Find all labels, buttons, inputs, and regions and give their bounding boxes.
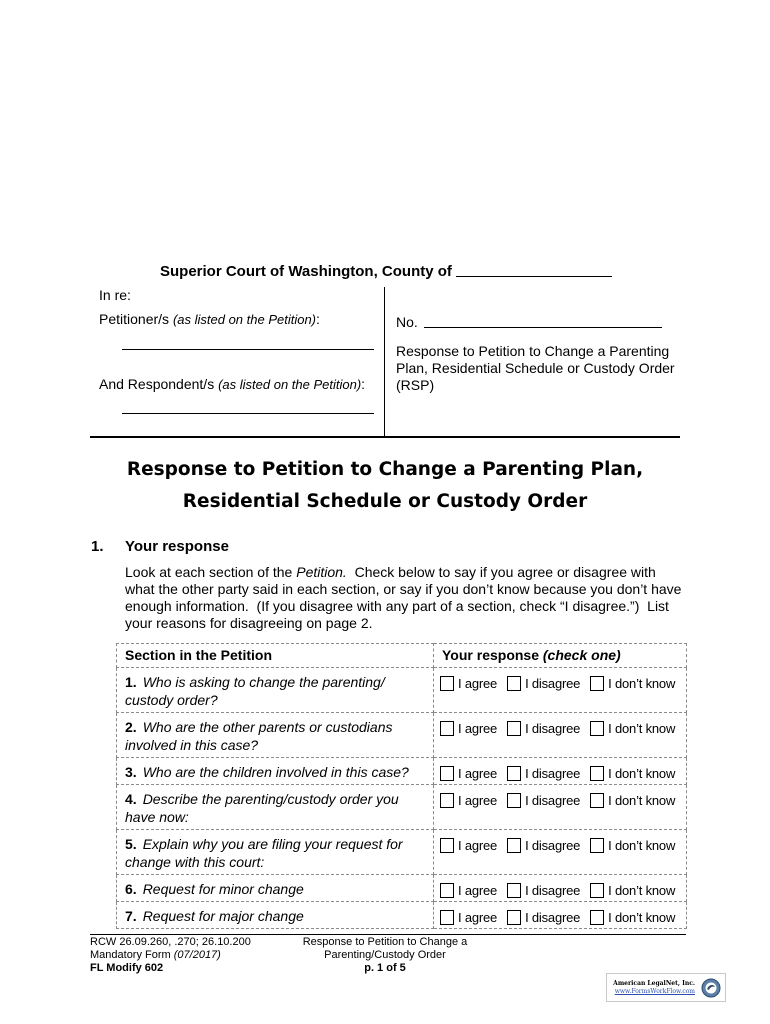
section-intro (125, 564, 685, 632)
footer-form-id: FL Modify 602 (90, 962, 164, 974)
petition-section-cell (117, 902, 434, 929)
option-disagree[interactable] (507, 721, 580, 736)
agree-label: I agree (458, 721, 498, 736)
section-column-header (117, 644, 434, 668)
document-code: (RSP) (396, 377, 435, 393)
disagree-label: I disagree (525, 676, 581, 691)
form-title (0, 454, 770, 518)
row-question: Who is asking to change the parenting/ custody order? (125, 674, 385, 708)
row-question: Explain why you are filing your request for change with this court: (125, 836, 403, 870)
col2-header-note: (check one) (542, 647, 621, 663)
response-options-cell (434, 875, 687, 902)
intro-line-1 (125, 564, 685, 581)
petition-section-cell (117, 668, 434, 713)
disagree-label: I disagree (525, 910, 581, 925)
caption-bottom-rule (90, 436, 680, 438)
disagree-checkbox[interactable] (507, 676, 521, 691)
disagree-checkbox[interactable] (507, 910, 521, 925)
dont-know-label: I don’t know (608, 766, 676, 781)
document-name-line1: Response to Petition to Change a Parenting (396, 343, 670, 359)
row-number: 5. (125, 836, 137, 852)
row-question: Who are the other parents or custodians involved in this case? (125, 719, 393, 753)
petitioner-name-field[interactable] (122, 349, 374, 350)
option-dont-know[interactable] (590, 721, 675, 736)
footer-mandatory-date: (07/2017) (173, 949, 221, 961)
dont-know-checkbox[interactable] (590, 766, 604, 781)
row-number: 7. (125, 908, 137, 924)
intro-1b: Petition. (296, 564, 347, 580)
disagree-label: I disagree (525, 838, 581, 853)
agree-checkbox[interactable] (440, 910, 454, 925)
dont-know-checkbox[interactable] (590, 838, 604, 853)
row-number: 6. (125, 881, 137, 897)
footer-page-number: p. 1 of 5 (364, 962, 406, 974)
footer-rule (90, 934, 686, 935)
response-options-cell (434, 668, 687, 713)
row-question: Request for minor change (142, 881, 304, 897)
table-header-row (117, 644, 687, 668)
disagree-label: I disagree (525, 883, 581, 898)
respondent-label-text: And Respondent/s (99, 376, 215, 392)
option-disagree[interactable] (507, 766, 580, 781)
table-row (117, 875, 687, 902)
respondent-colon: : (361, 376, 366, 392)
agree-checkbox[interactable] (440, 721, 454, 736)
document-name (396, 343, 675, 394)
document-name-line2: Plan, Residential Schedule or Custody Order (396, 360, 675, 376)
dont-know-checkbox[interactable] (590, 721, 604, 736)
intro-line-3: enough information. (If you disagree with any part of a section, check “I disagree.”) List (125, 598, 669, 614)
table-row (117, 668, 687, 713)
table-row (117, 785, 687, 830)
row-question: Describe the parenting/custody order you have now: (125, 791, 399, 825)
dont-know-checkbox[interactable] (590, 910, 604, 925)
option-agree[interactable] (440, 766, 497, 781)
response-options-cell (434, 830, 687, 875)
footer-left (90, 936, 251, 975)
dont-know-label: I don’t know (608, 910, 676, 925)
response-column-header (434, 644, 687, 668)
agree-label: I agree (458, 793, 498, 808)
footer-rcw: RCW 26.09.260, .270; 26.10.200 (90, 936, 251, 948)
intro-1c: Check below to say if you agree or disagree with (346, 564, 656, 580)
agree-checkbox[interactable] (440, 676, 454, 691)
publisher-logo-text (607, 980, 695, 996)
publisher-logo (606, 973, 726, 1002)
option-dont-know[interactable] (590, 838, 675, 853)
footer-center-line1: Response to Petition to Change a (302, 936, 468, 948)
option-dont-know[interactable] (590, 883, 675, 898)
agree-label: I agree (458, 910, 498, 925)
petitioner-label-text: Petitioner/s (99, 311, 170, 327)
option-agree[interactable] (440, 793, 497, 808)
row-number: 3. (125, 764, 137, 780)
agree-checkbox[interactable] (440, 766, 454, 781)
dont-know-label: I don’t know (608, 793, 676, 808)
intro-1a: Look at each section of the (125, 564, 297, 580)
table-row (117, 713, 687, 758)
agree-label: I agree (458, 883, 498, 898)
agree-label: I agree (458, 838, 498, 853)
petitioner-note: (as listed on the Petition) (172, 312, 317, 327)
dont-know-checkbox[interactable] (590, 676, 604, 691)
case-number-field[interactable] (424, 327, 662, 328)
response-options-cell (434, 785, 687, 830)
intro-line-4: your reasons for disagreeing on page 2. (125, 615, 373, 631)
court-heading (160, 262, 612, 280)
disagree-label: I disagree (525, 766, 581, 781)
footer-mandatory-text: Mandatory Form (90, 949, 174, 961)
option-dont-know[interactable] (590, 766, 675, 781)
disagree-checkbox[interactable] (507, 838, 521, 853)
dont-know-label: I don’t know (608, 721, 676, 736)
petitioner-colon: : (316, 311, 320, 327)
response-options-cell (434, 902, 687, 929)
respondent-note: (as listed on the Petition) (218, 377, 362, 392)
dont-know-label: I don’t know (608, 676, 676, 691)
option-dont-know[interactable] (590, 910, 675, 925)
globe-seal-icon (701, 978, 721, 998)
table-row (117, 758, 687, 785)
col1-header-text: Section in the Petition (125, 647, 273, 663)
agree-checkbox[interactable] (440, 793, 454, 808)
in-re-label: In re: (99, 287, 131, 303)
petition-section-cell (117, 785, 434, 830)
respondent-label (99, 376, 365, 392)
form-title-line2: Residential Schedule or Custody Order (182, 491, 588, 512)
disagree-label: I disagree (525, 721, 581, 736)
footer-center-line2: Parenting/Custody Order (324, 949, 446, 961)
dont-know-checkbox[interactable] (590, 793, 604, 808)
option-disagree[interactable] (507, 676, 580, 691)
court-heading-text: Superior Court of Washington, County of (160, 263, 452, 280)
dont-know-label: I don’t know (608, 883, 676, 898)
dont-know-label: I don’t know (608, 838, 676, 853)
caption-divider (384, 287, 385, 437)
option-agree[interactable] (440, 883, 497, 898)
respondent-name-field[interactable] (122, 413, 374, 414)
footer-center (285, 936, 485, 975)
agree-checkbox[interactable] (440, 883, 454, 898)
option-disagree[interactable] (507, 838, 580, 853)
section-number: 1. (91, 538, 104, 555)
option-disagree[interactable] (507, 910, 580, 925)
option-dont-know[interactable] (590, 793, 675, 808)
option-disagree[interactable] (507, 793, 580, 808)
option-disagree[interactable] (507, 883, 580, 898)
row-question: Who are the children involved in this case? (142, 764, 409, 780)
response-table (116, 643, 687, 929)
intro-line-2: what the other party said in each section, or say if you don’t know because you don’t have (125, 581, 682, 597)
option-agree[interactable] (440, 721, 497, 736)
form-title-line1: Response to Petition to Change a Parenting Plan, (126, 459, 644, 480)
option-agree[interactable] (440, 676, 497, 691)
row-number: 2. (125, 719, 137, 735)
footer-mandatory (90, 949, 251, 962)
publisher-name: American LegalNet, Inc. (613, 979, 695, 987)
option-agree[interactable] (440, 910, 497, 925)
table-row (117, 830, 687, 875)
disagree-checkbox[interactable] (507, 883, 521, 898)
response-options-cell (434, 713, 687, 758)
dont-know-checkbox[interactable] (590, 883, 604, 898)
row-number: 4. (125, 791, 137, 807)
section-heading: Your response (125, 538, 229, 555)
disagree-label: I disagree (525, 793, 581, 808)
petition-section-cell (117, 875, 434, 902)
option-dont-know[interactable] (590, 676, 675, 691)
disagree-checkbox[interactable] (507, 793, 521, 808)
petition-section-cell (117, 713, 434, 758)
table-row (117, 902, 687, 929)
row-question: Request for major change (142, 908, 304, 924)
response-options-cell (434, 758, 687, 785)
petitioner-label (99, 311, 320, 327)
publisher-url[interactable]: www.FormsWorkFlow.com (614, 987, 695, 995)
case-number-label: No. (396, 314, 418, 330)
petition-section-cell (117, 830, 434, 875)
col2-header-text: Your response (442, 647, 539, 663)
petition-section-cell (117, 758, 434, 785)
option-agree[interactable] (440, 838, 497, 853)
disagree-checkbox[interactable] (507, 766, 521, 781)
disagree-checkbox[interactable] (507, 721, 521, 736)
county-blank-field[interactable] (456, 262, 612, 277)
agree-label: I agree (458, 766, 498, 781)
row-number: 1. (125, 674, 137, 690)
agree-label: I agree (458, 676, 498, 691)
agree-checkbox[interactable] (440, 838, 454, 853)
